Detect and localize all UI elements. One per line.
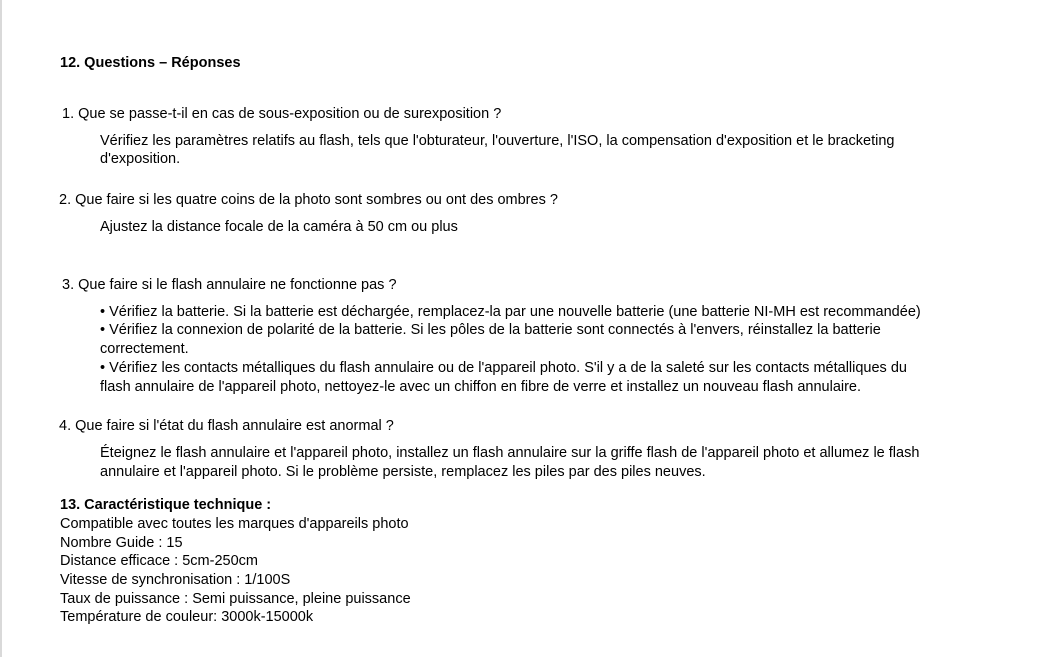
answer-3-line-2: • Vérifiez la connexion de polarité de la batterie. Si les pôles de la batterie sont connectés à l'envers, réinstallez la batterie [100,322,881,338]
answer-2-line-1: Ajustez la distance focale de la caméra à 50 cm ou plus [100,219,458,235]
spec-sync-speed: Vitesse de synchronisation : 1/100S [60,572,291,588]
answer-3-line-5: flash annulaire de l'appareil photo, nettoyez-le avec un chiffon en fibre de verre et installez un nouveau flash annulaire. [100,379,862,395]
question-1: 1. Que se passe-t-il en cas de sous-exposition ou de surexposition ? [62,106,502,122]
section-13-title: 13. Caractéristique technique : [60,497,272,513]
answer-1-line-2: d'exposition. [100,151,181,167]
answer-4-line-2: annulaire et l'appareil photo. Si le problème persiste, remplacez les piles par des piles neuves. [100,464,706,480]
spec-effective-distance: Distance efficace : 5cm-250cm [60,553,258,569]
answer-3-line-3: correctement. [100,341,189,357]
answer-4-line-1: Éteignez le flash annulaire et l'appareil photo, installez un flash annulaire sur la griffe flash de l'appareil photo et allumez le flash [100,445,920,461]
answer-3-line-1: • Vérifiez la batterie. Si la batterie est déchargée, remplacez-la par une nouvelle batterie (une batterie NI-MH est recommandée) [100,304,921,320]
question-4: 4. Que faire si l'état du flash annulaire est anormal ? [59,418,394,434]
spec-color-temperature: Température de couleur: 3000k-15000k [60,609,314,625]
spec-compatibility: Compatible avec toutes les marques d'appareils photo [60,516,409,532]
page-edge [0,0,2,657]
spec-power-ratio: Taux de puissance : Semi puissance, pleine puissance [60,591,411,607]
question-2: 2. Que faire si les quatre coins de la photo sont sombres ou ont des ombres ? [59,192,558,208]
answer-3-line-4: • Vérifiez les contacts métalliques du flash annulaire ou de l'appareil photo. S'il y a de la saleté sur les contacts métalliques du [100,360,907,376]
answer-1-line-1: Vérifiez les paramètres relatifs au flash, tels que l'obturateur, l'ouverture, l'ISO, la compensation d'exposition et le bracketing [100,133,895,149]
spec-guide-number: Nombre Guide : 15 [60,535,183,551]
question-3: 3. Que faire si le flash annulaire ne fonctionne pas ? [62,277,397,293]
section-12-title: 12. Questions – Réponses [60,55,241,71]
